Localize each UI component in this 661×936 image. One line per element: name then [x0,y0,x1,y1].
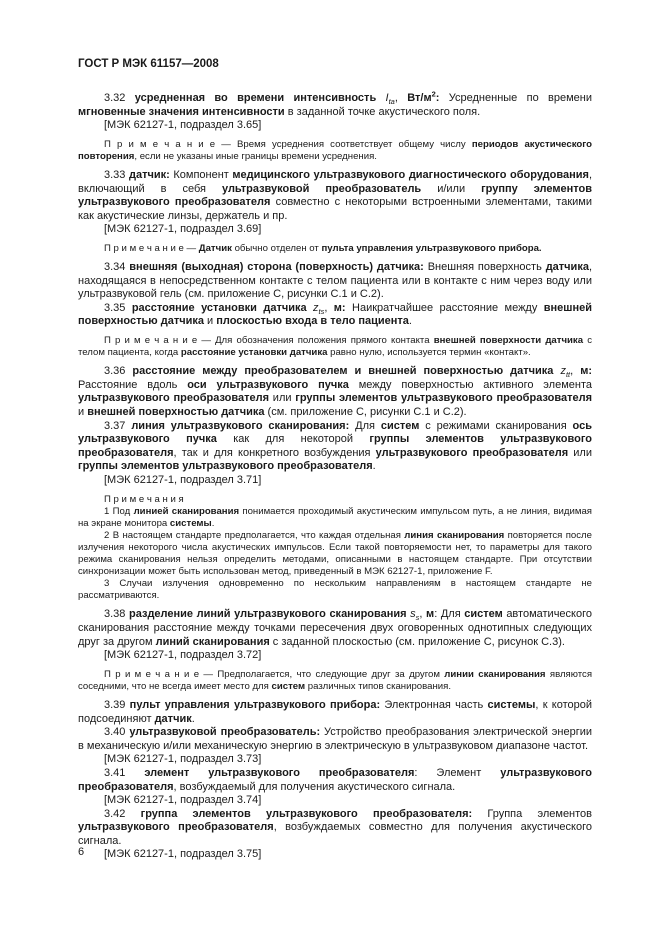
reference-3.65: [МЭК 62127-1, подраздел 3.65] [104,119,262,132]
document-body [78,89,593,862]
definition-3.33: 3.33 датчик: Компонент медицинского ультразвукового диагностического оборудования, включающий в себя ультразвуковой преобразователь и/или группу элементов ультразвукового преобразователя совместно с некоторыми встроенными элементами, такими как акустические линзы, держатель и пр. [78,168,592,222]
definition-3.32: 3.32 усредненная во времени интенсивность $I_{ta}$, $Вт/м^2$: Усредненные по времени мгновенные значения интенсивности в заданной точке акустического поля. [78,89,592,118]
definition-3.38: 3.38 разделение линий ультразвукового сканирования $s_s$, м: Для систем автоматического сканирования расстояние между точками пересечения двух оговоренных однотипных следующих друг за другом линий сканирования с заданной плоскостью (см. приложение С, рисунок С.3). [78,608,592,648]
definition-3.40: 3.40 ультразвуковой преобразователь: Устройство преобразования электрической энергии в механическую и/или механическую энергию в электрическую в ультразвуковом диапазоне частот. [78,726,592,752]
note-3.33: П р и м е ч а н и е — Датчик обычно отделен от пульта управления ультразвукового прибора. [104,242,542,254]
definition-3.34: 3.34 внешняя (выходная) сторона (поверхность) датчика: Внешняя поверхность датчика, находящаяся в непосредственном контакте с телом пациента или в контакте с ним через воду или ультразвуковой гель (см. приложение С, рисунки С.1 и С.2). [78,261,593,301]
reference-3.75: [МЭК 62127-1, подраздел 3.75] [104,848,262,861]
note-3.37-3: 3 Случаи излучения одновременно по нескольким направлениям в настоящем стандарте не рассматриваются. [78,578,592,602]
note-3.37-2: 2 В настоящем стандарте предполагается, что каждая отдельная линия сканирования повторяется после излучения некоторого числа акустических импульсов. Если такой повторяемости нет, то параметры для такого режима сканирования нельзя определить методами, описанными в настоящем стандарте. При отсутствии синхронизации может быть использован метод, приведенный в МЭК 62127-1, приложение F. [78,529,592,578]
reference-3.71: [МЭК 62127-1, подраздел 3.71] [104,473,262,486]
definition-3.37: 3.37 линия ультразвукового сканирования: Для систем с режимами сканирования ось ультразвукового пучка как для некоторой группы элементов ультразвукового преобразователя, так и для конкретного возбуждения ультразвукового преобразователя или группы элементов ультразвукового преобразователя. [78,419,593,473]
document-header: ГОСТ Р МЭК 61157—2008 [78,58,219,70]
reference-3.72: [МЭК 62127-1, подраздел 3.72] [104,649,262,662]
definition-3.41: 3.41 элемент ультразвукового преобразователя: Элемент ультразвукового преобразователя, возбуждаемый для получения акустического сигнала. [78,766,592,793]
note-3.32: П р и м е ч а н и е — Время усреднения соответствует общему числу периодов акустического повторения, если не указаны иные границы времени усреднения. [78,138,592,162]
notes-title-3.37: П р и м е ч а н и я [104,493,184,505]
reference-3.69: [МЭК 62127-1, подраздел 3.69] [104,223,262,236]
definition-3.39: 3.39 пульт управления ультразвукового прибора: Электронная часть системы, к которой подсоединяют датчик. [78,698,593,725]
page-number: 6 [78,846,85,858]
definition-3.35: 3.35 расстояние установки датчика $z_{ts}$, м: Наикратчайшее расстояние между внешней поверхностью датчика и плоскостью входа в тело пациента. [78,301,592,328]
reference-3.73: [МЭК 62127-1, подраздел 3.73] [104,753,262,766]
note-3.37-1: 1 Под линией сканирования понимается проходимый акустическим импульсом путь, а не линия, видимая на экране монитора системы. [78,505,592,529]
note-3.38: П р и м е ч а н и е — Предполагается, что следующие друг за другом линии сканирования являются соседними, что не всегда имеет место для систем различных типов сканирования. [78,668,593,692]
definition-3.42: 3.42 группа элементов ультразвукового преобразователя: Группа элементов ультразвукового преобразователя, возбуждаемых совместно для получения акустического сигнала. [78,807,593,847]
note-3.35: П р и м е ч а н и е — Для обозначения положения прямого контакта внешней поверхности датчика с телом пациента, когда расстояние установки датчика равно нулю, используется термин «контакт». [78,335,593,359]
definition-3.36: 3.36 расстояние между преобразователем и внешней поверхностью датчика $z_{tt}$, м: Расстояние вдоль оси ультразвукового пучка между поверхностью активного элемента ультразвукового преобразователя или группы элементов ультразвукового преобразователя и внешней поверхностью датчика (см. приложение С, рисунки С.1 и С.2). [78,365,592,418]
reference-3.74: [МЭК 62127-1, подраздел 3.74] [104,794,262,807]
